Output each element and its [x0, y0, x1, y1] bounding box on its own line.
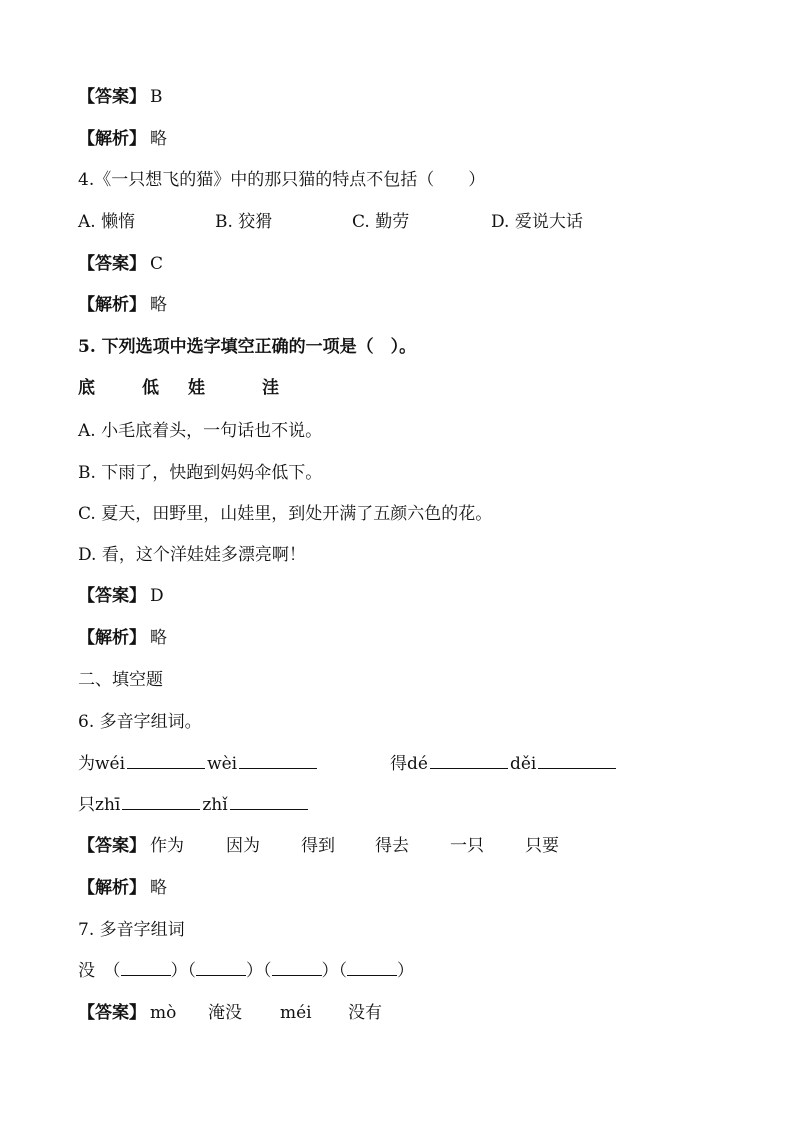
q7-answer-2: 淹没 — [208, 1003, 242, 1023]
q5-analysis — [78, 626, 167, 650]
q6-answer-1: 作为 — [150, 836, 184, 856]
q4-answer — [78, 252, 163, 276]
q3-answer-value: B — [150, 87, 163, 107]
section-title: 二、填空题 — [78, 670, 163, 690]
q5-char-3: 娃 — [188, 378, 205, 398]
answer-tag: 【答案】 — [78, 836, 146, 856]
q7-answer-1: mò — [150, 1003, 177, 1023]
q6-char: 只 — [78, 795, 95, 815]
q5-char-4: 洼 — [262, 378, 279, 398]
answer-tag: 【答案】 — [78, 1003, 146, 1023]
analysis-tag: 【解析】 — [78, 628, 146, 648]
q7-blank[interactable] — [196, 959, 246, 976]
q5-option-c: C. 夏天，田野里，山娃里，到处开满了五颜六色的花。 — [78, 504, 493, 524]
q6-answer-2: 因为 — [226, 836, 260, 856]
q6-char: 得 — [390, 754, 407, 774]
q7-stem: 7. 多音字组词 — [78, 920, 185, 940]
q3-analysis-value: 略 — [150, 129, 167, 149]
q7-blank[interactable] — [121, 959, 171, 976]
analysis-tag: 【解析】 — [78, 878, 146, 898]
q4-analysis-value: 略 — [150, 295, 167, 315]
q4-analysis — [78, 293, 167, 317]
q6-pinyin: zhī — [95, 795, 121, 815]
answer-tag: 【答案】 — [78, 254, 146, 274]
q5-char-2: 低 — [142, 378, 159, 398]
q7-blank[interactable] — [272, 959, 322, 976]
q5-option-a: A. 小毛底着头，一句话也不说。 — [78, 421, 323, 441]
q6-item-de — [390, 752, 618, 776]
q7-blanks-row: 没 （ ）（ ）（ ）（ ） — [78, 961, 414, 981]
q6-pinyin: wèi — [207, 754, 238, 774]
analysis-tag: 【解析】 — [78, 129, 146, 149]
q6-row-1 — [78, 752, 638, 776]
q6-analysis — [78, 876, 167, 900]
q6-pinyin: wéi — [95, 754, 126, 774]
q5-answer — [78, 584, 164, 608]
q6-blank[interactable] — [538, 752, 616, 769]
q4-option-c: C. 勤劳 — [352, 212, 410, 232]
q4-option-a: A. 懒惰 — [78, 212, 136, 232]
q6-stem: 6. 多音字组词。 — [78, 712, 202, 732]
q6-answer-3: 得到 — [301, 836, 335, 856]
answer-tag-wrap — [78, 1001, 150, 1025]
answer-tag-wrap — [78, 834, 150, 858]
q5-option-d: D. 看，这个洋娃娃多漂亮啊！ — [78, 545, 306, 565]
q5-char-1: 底 — [78, 378, 95, 398]
q6-pinyin: zhǐ — [202, 795, 228, 815]
q6-answer-6: 只要 — [525, 836, 559, 856]
q7-answer-4: 没有 — [348, 1003, 382, 1023]
q4-option-b: B. 狡猾 — [215, 212, 273, 232]
q7-answer — [78, 1001, 478, 1025]
q6-answer — [78, 834, 638, 858]
answer-tag: 【答案】 — [78, 586, 146, 606]
q7-char: 没 — [78, 961, 95, 981]
q6-answer-4: 得去 — [375, 836, 409, 856]
q6-blank[interactable] — [239, 752, 317, 769]
q4-option-d: D. 爱说大话 — [491, 212, 583, 232]
q4-options — [78, 210, 718, 234]
q5-stem: 5. 下列选项中选字填空正确的一项是（ ）。 — [78, 337, 417, 357]
q6-pinyin: dé — [407, 754, 428, 774]
q6-blank[interactable] — [122, 793, 200, 810]
answer-tag: 【答案】 — [78, 87, 146, 107]
q6-analysis-value: 略 — [150, 878, 167, 898]
q5-chars — [78, 376, 378, 400]
q6-char: 为 — [78, 754, 95, 774]
q7-answer-3: méi — [280, 1003, 312, 1023]
q6-answer-5: 一只 — [450, 836, 484, 856]
q7-blank[interactable] — [347, 959, 397, 976]
q4-answer-value: C — [150, 254, 164, 274]
q6-blank[interactable] — [230, 793, 308, 810]
analysis-tag: 【解析】 — [78, 295, 146, 315]
q6-item-wei — [78, 752, 319, 776]
q3-analysis — [78, 127, 167, 151]
q6-blank[interactable] — [430, 752, 508, 769]
q6-row-2 — [78, 793, 310, 817]
q4-stem: 4.《一只想飞的猫》中的那只猫的特点不包括（ ） — [78, 170, 486, 190]
q5-option-b: B. 下雨了，快跑到妈妈伞低下。 — [78, 463, 323, 483]
q3-answer — [78, 85, 163, 109]
q5-answer-value: D — [150, 586, 164, 606]
q6-pinyin: děi — [509, 754, 537, 774]
q6-blank[interactable] — [127, 752, 205, 769]
q5-analysis-value: 略 — [150, 628, 167, 648]
